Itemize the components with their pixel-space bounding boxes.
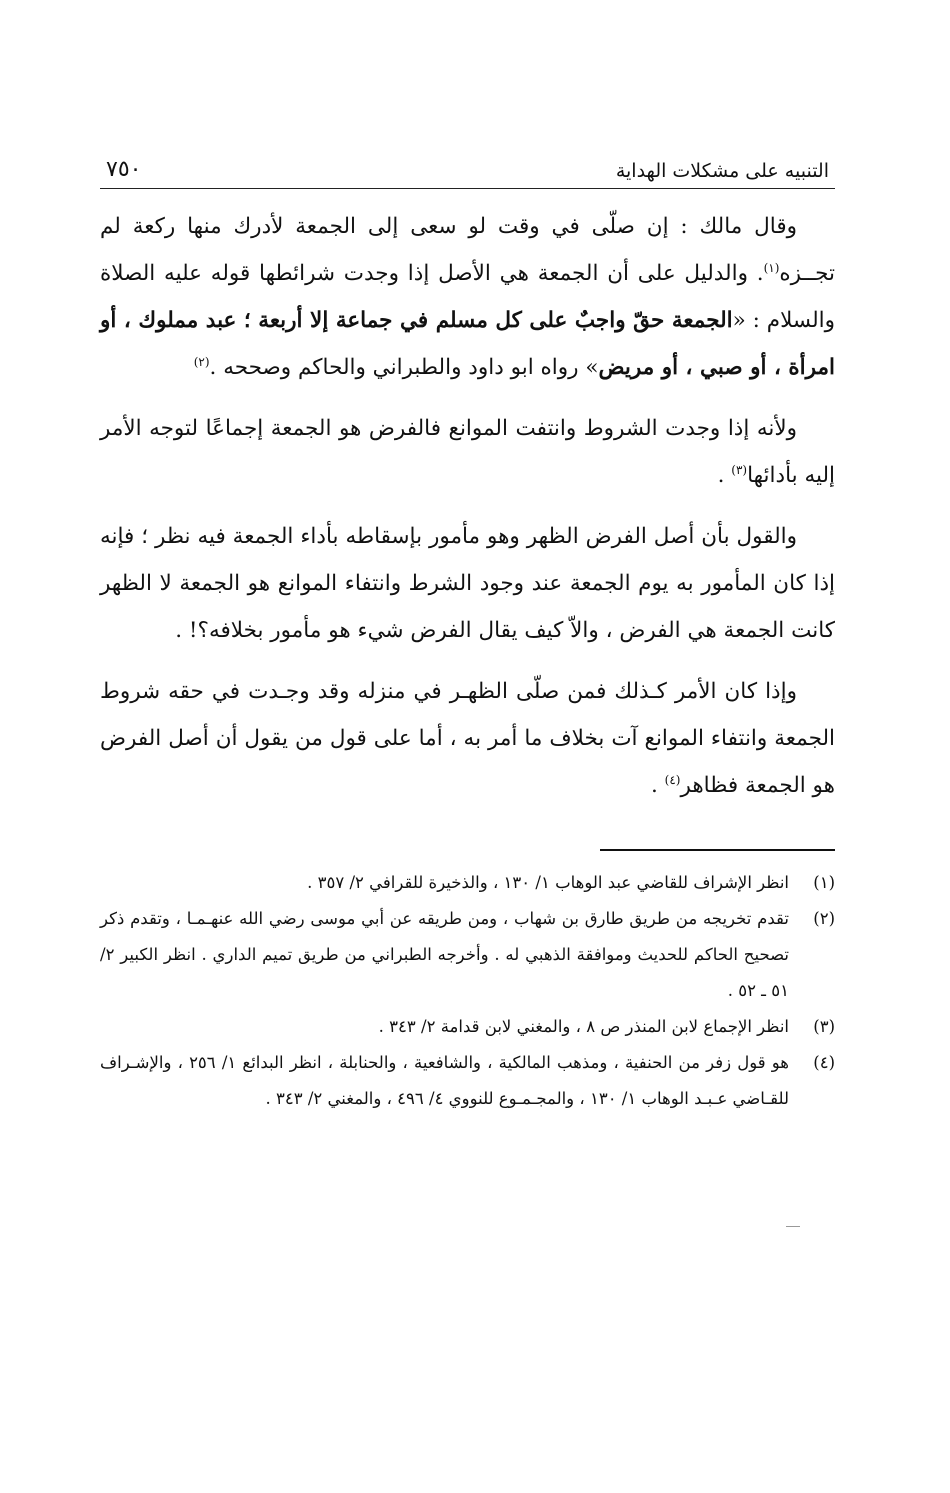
paragraph-3	[100, 513, 835, 654]
footnote-ref-1: (١)	[763, 260, 780, 275]
footnote-2-text: تقدم تخريجه من طريق طارق بن شهاب ، ومن طريقه عن أبي موسى رضي الله عنهـمـا ، وتقدم ذكر تصحيح الحاكم للحديث وموافقة الذهبي له . وأخرجه الطبراني من طريق تميم الداري . انظر الكبير ٢/ ٥١ ـ ٥٢ .	[100, 909, 789, 1000]
footnote-3-text: انظر الإجماع لابن المنذر ص ٨ ، والمغني لابن قدامة ٢/ ٣٤٣ .	[378, 1017, 789, 1036]
page-number: ٧٥٠	[106, 157, 142, 182]
footnote-1-number: (١)	[813, 873, 835, 892]
paragraph-1-text: وقال مالك : إن صلّى في وقت لو سعى إلى الجمعة لأدرك منها ركعة لم تجــزه	[100, 214, 835, 286]
main-text	[100, 203, 835, 809]
paragraph-1	[100, 203, 835, 391]
footnote-4-text: هو قول زفر من الحنفية ، ومذهب المالكية ، والشافعية ، والحنابلة ، انظر البدائع ١/ ٢٥٦ ، والإشـراف للقـاضي عـبـد الوهاب ١/ ١٣٠ ، والمجـمـوع للنووي ٤/ ٤٩٦ ، والمغني ٢/ ٣٤٣ .	[100, 1053, 789, 1108]
footnote-4	[100, 1045, 835, 1117]
footnote-4-number: (٤)	[813, 1053, 835, 1072]
footnote-separator	[600, 849, 835, 851]
book-title: التنبيه على مشكلات الهداية	[615, 160, 829, 182]
paragraph-1-ending: » رواه ابو داود والطبراني والحاكم وصححه .	[209, 355, 599, 380]
paragraph-1-continuation: . والدليل على أن الجمعة هي الأصل إذا وجدت شرائطها قوله عليه الصلاة والسلام : «	[100, 261, 835, 333]
paragraph-4-ending: .	[650, 773, 665, 798]
scan-mark	[786, 1226, 800, 1227]
footnote-3	[100, 1009, 835, 1045]
footnote-2-number: (٢)	[813, 909, 835, 928]
footnote-3-number: (٣)	[813, 1017, 835, 1036]
paragraph-4-text: وإذا كان الأمر كـذلك فمن صلّى الظهـر في منزله وقد وجـدت في حقه شروط الجمعة وانتفاء الموانع آت بخلاف ما أمر به ، أما على قول من يقول أن أصل الفرض هو الجمعة فظاهر	[100, 679, 835, 798]
footnote-2	[100, 901, 835, 1009]
footnote-1	[100, 865, 835, 901]
paragraph-2	[100, 405, 835, 499]
book-page	[100, 140, 835, 1117]
hadith-quote: الجمعة حقّ واجبٌ على كل مسلم في جماعة إلا أربعة ؛ عبد مملوك ، أو امرأة ، أو صبي ، أو مريض	[100, 308, 835, 380]
footnote-ref-3: (٣)	[731, 462, 748, 477]
paragraph-2-text: ولأنه إذا وجدت الشروط وانتفت الموانع فالفرض هو الجمعة إجماعًا لتوجه الأمر إليه بأدائها	[100, 416, 835, 488]
footnote-ref-4: (٤)	[664, 772, 681, 787]
paragraph-4	[100, 668, 835, 809]
paragraph-2-ending: .	[717, 463, 732, 488]
footnote-1-text: انظر الإشراف للقاضي عبد الوهاب ١/ ١٣٠ ، والذخيرة للقرافي ٢/ ٣٥٧ .	[307, 873, 789, 892]
paragraph-3-text: والقول بأن أصل الفرض الظهر وهو مأمور بإسقاطه بأداء الجمعة فيه نظر ؛ فإنه إذا كان المأمور به يوم الجمعة عند وجود الشرط وانتفاء الموانع هو الجمعة لا الظهر كانت الجمعة هي الفرض ، والاّ كيف يقال الفرض شيء هو مأمور بخلافه؟! .	[100, 524, 835, 643]
footnote-ref-2: (٢)	[193, 354, 210, 369]
footnotes	[100, 865, 835, 1117]
running-header	[100, 140, 835, 189]
